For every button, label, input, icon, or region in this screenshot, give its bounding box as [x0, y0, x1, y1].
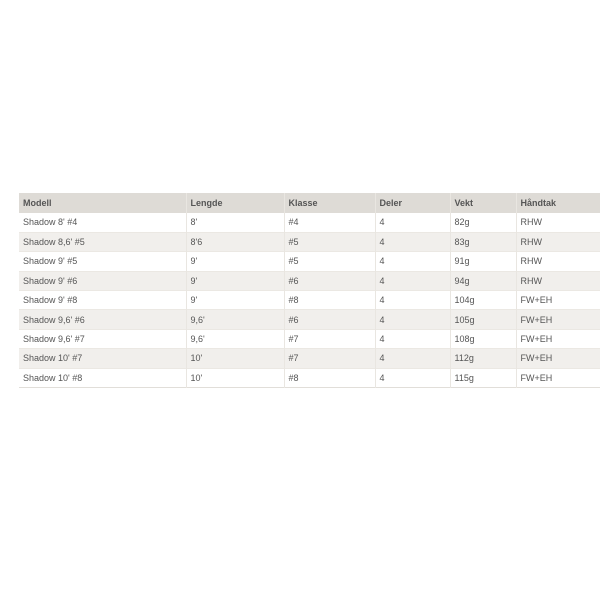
cell-deler: 4: [375, 310, 450, 329]
table-row: [19, 349, 600, 368]
cell-vekt: 83g: [450, 232, 516, 251]
cell-modell: Shadow 8' #4: [19, 213, 186, 232]
cell-handtak: FW+EH: [520, 353, 553, 364]
cell-modell: Shadow 10' #8: [19, 368, 186, 387]
cell-lengde: 8'6: [186, 232, 284, 251]
cell-deler: 4: [375, 271, 450, 290]
cell-handtak: RHW: [520, 275, 542, 286]
cell-lengde: 9,6': [186, 310, 284, 329]
cell-klasse: #8: [284, 291, 375, 310]
cell-lengde: 10': [186, 368, 284, 387]
header-deler: Deler: [375, 193, 450, 213]
table-row: [19, 329, 600, 348]
header-handtak: Håndtak: [520, 198, 557, 208]
header-vekt: Vekt: [450, 193, 516, 213]
cell-deler: 4: [375, 368, 450, 387]
cell-vekt: 94g: [450, 271, 516, 290]
table-header: [19, 193, 600, 213]
cell-lengde: 9': [186, 252, 284, 271]
cell-vekt: 82g: [450, 213, 516, 232]
cell-handtak: FW+EH: [520, 334, 553, 345]
cell-deler: 4: [375, 232, 450, 251]
cell-klasse: #6: [284, 271, 375, 290]
cell-modell: Shadow 9' #5: [19, 252, 186, 271]
cell-lengde: 9': [186, 271, 284, 290]
cell-lengde: 9': [186, 291, 284, 310]
cell-klasse: #5: [284, 252, 375, 271]
header-klasse: Klasse: [284, 193, 375, 213]
cell-modell: Shadow 9,6' #7: [19, 329, 186, 348]
cell-klasse: #7: [284, 349, 375, 368]
cell-modell: Shadow 9,6' #6: [19, 310, 186, 329]
header-modell: Modell: [19, 193, 186, 213]
header-row: [19, 193, 600, 213]
cell-vekt: 104g: [450, 291, 516, 310]
cell-lengde: 9,6': [186, 329, 284, 348]
cell-lengde: 10': [186, 349, 284, 368]
cell-vekt: 91g: [450, 252, 516, 271]
spec-table: [19, 193, 600, 388]
table-body: [19, 213, 600, 388]
cell-klasse: #5: [284, 232, 375, 251]
cell-handtak: RHW: [520, 256, 542, 267]
table-row: [19, 252, 600, 271]
cell-lengde: 8': [186, 213, 284, 232]
cell-modell: Shadow 9' #8: [19, 291, 186, 310]
cell-deler: 4: [375, 252, 450, 271]
cell-deler: 4: [375, 213, 450, 232]
cell-deler: 4: [375, 349, 450, 368]
cell-modell: Shadow 8,6' #5: [19, 232, 186, 251]
table-row: [19, 213, 600, 232]
cell-modell: Shadow 9' #6: [19, 271, 186, 290]
cell-deler: 4: [375, 329, 450, 348]
cell-handtak: RHW: [520, 237, 542, 248]
cell-klasse: #7: [284, 329, 375, 348]
table-row: [19, 271, 600, 290]
cell-handtak: RHW: [520, 217, 542, 228]
cell-klasse: #8: [284, 368, 375, 387]
cell-handtak: FW+EH: [520, 314, 553, 325]
cell-vekt: 105g: [450, 310, 516, 329]
table-row: [19, 291, 600, 310]
cell-vekt: 115g: [450, 368, 516, 387]
cell-vekt: 112g: [450, 349, 516, 368]
header-lengde: Lengde: [186, 193, 284, 213]
cell-vekt: 108g: [450, 329, 516, 348]
cell-handtak: FW+EH: [520, 372, 553, 383]
table-row: [19, 310, 600, 329]
cell-handtak: FW+EH: [520, 295, 553, 306]
cell-deler: 4: [375, 291, 450, 310]
cell-modell: Shadow 10' #7: [19, 349, 186, 368]
cell-klasse: #6: [284, 310, 375, 329]
table-row: [19, 232, 600, 251]
cell-klasse: #4: [284, 213, 375, 232]
table-row: [19, 368, 600, 387]
